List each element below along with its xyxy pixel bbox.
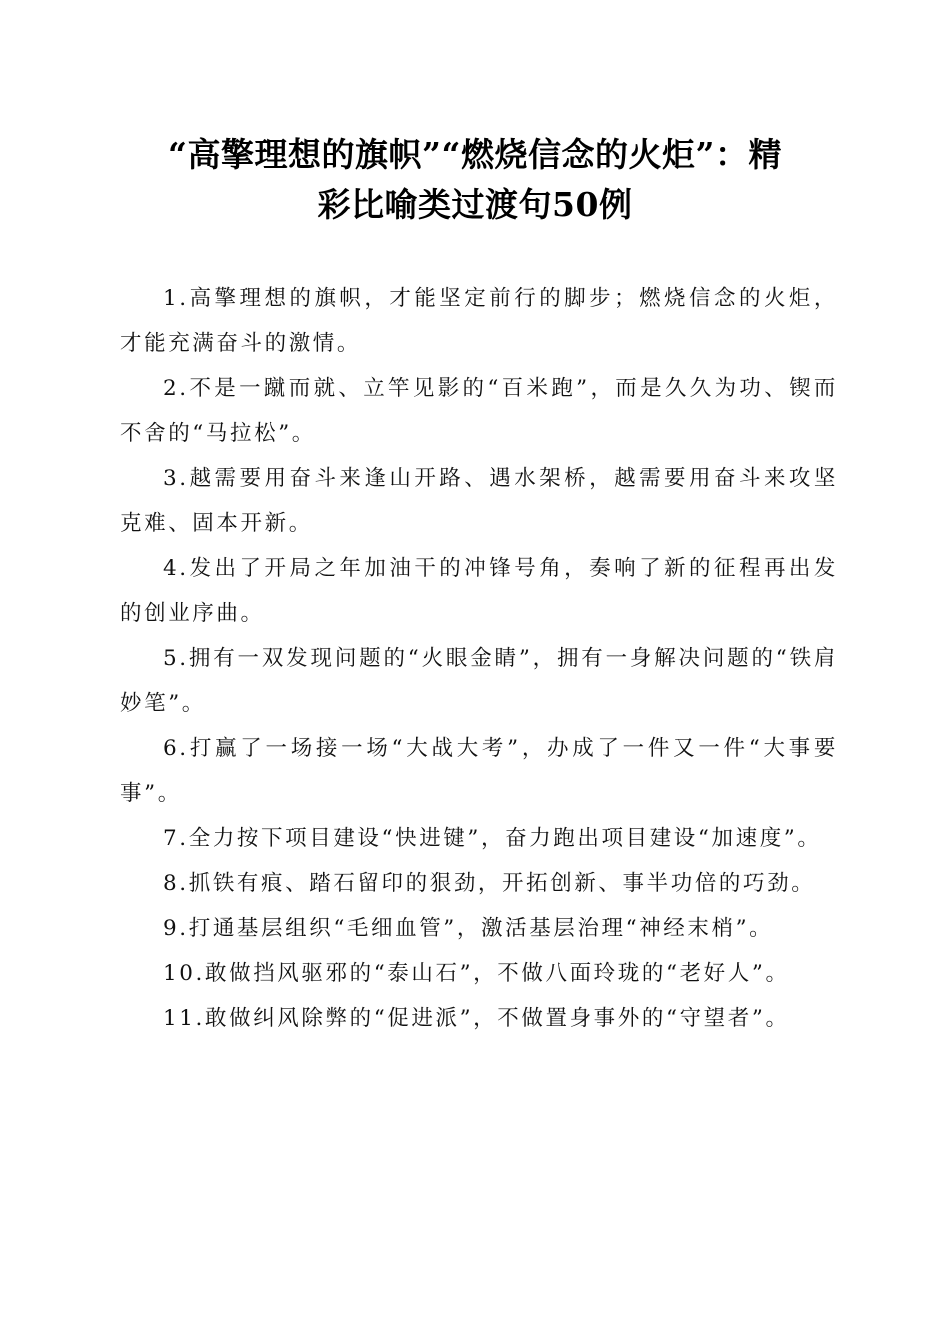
- list-item-9: 9.打通基层组织“毛细血管”，激活基层治理“神经末梢”。: [163, 916, 774, 941]
- list-item-7: 7.全力按下项目建设“快进键”，奋力跑出项目建设“加速度”。: [163, 826, 822, 851]
- sentence-list: [120, 276, 838, 1041]
- list-item-2: 2.不是一蹴而就、立竿见影的“百米跑”，而是久久为功、锲而不舍的“马拉松”。: [120, 376, 838, 446]
- list-item-3: 3.越需要用奋斗来逢山开路、遇水架桥，越需要用奋斗来攻坚克难、固本开新。: [120, 466, 838, 536]
- list-item-4: 4.发出了开局之年加油干的冲锋号角，奏响了新的征程再出发的创业序曲。: [120, 556, 838, 626]
- list-item-1: 1.高擎理想的旗帜，才能坚定前行的脚步；燃烧信念的火炬，才能充满奋斗的激情。: [120, 286, 838, 356]
- title-line-1: “高擎理想的旗帜”“燃烧信念的火炬”：精: [168, 135, 782, 174]
- list-item-10: 10.敢做挡风驱邪的“泰山石”，不做八面玲珑的“老好人”。: [163, 961, 790, 986]
- list-item-11: 11.敢做纠风除弊的“促进派”，不做置身事外的“守望者”。: [163, 1006, 790, 1031]
- list-item-6: 6.打赢了一场接一场“大战大考”，办成了一件又一件“大事要事”。: [120, 736, 838, 806]
- document-title: [110, 130, 840, 230]
- list-item-8: 8.抓铁有痕、踏石留印的狠劲，开拓创新、事半功倍的巧劲。: [163, 871, 816, 896]
- title-line-2: 彩比喻类过渡句50例: [317, 185, 633, 224]
- list-item-5: 5.拥有一双发现问题的“火眼金睛”，拥有一身解决问题的“铁肩妙笔”。: [120, 646, 838, 716]
